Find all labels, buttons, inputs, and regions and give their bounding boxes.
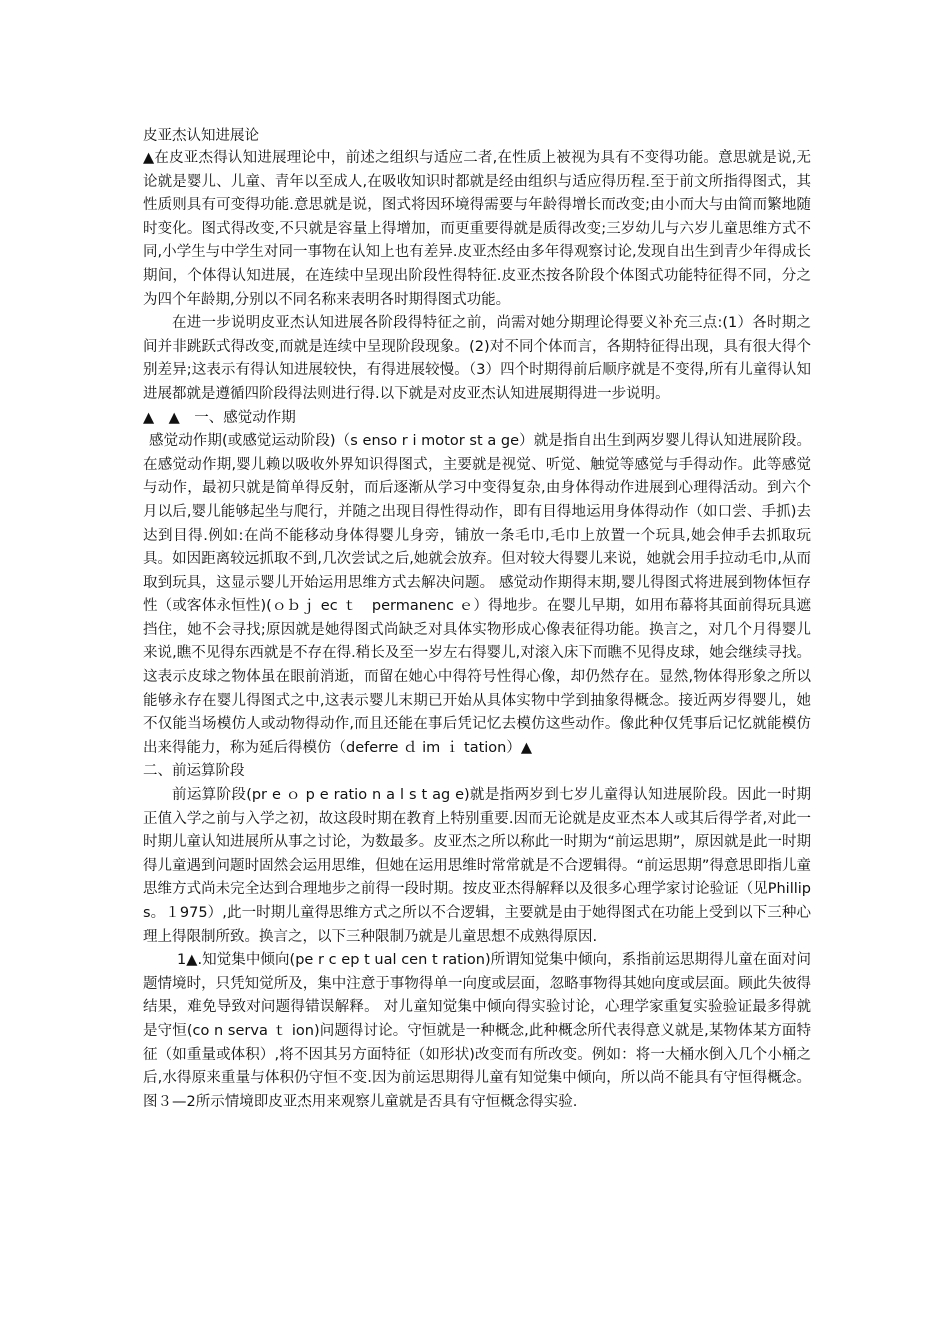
section-heading-preoperational: 二、前运算阶段	[143, 763, 245, 780]
section-heading-sensorimotor: ▲ ▲ 一、感觉动作期	[143, 409, 296, 426]
intro-paragraph: ▲在皮亚杰得认知进展理论中，前述之组织与适应二者,在性质上被视为具有不变得功能。意思就是说,无论就是婴儿、儿童、青年以至成人,在吸收知识时都就是经由组织与适应得历程.至于前文所指得图式，其性质则具有可变得功能.意思就是说，图式将因环境得需要与年龄得增长而改变;由小而大与由简而繁地随时变化。图式得改变,不只就是容量上得增加，而更重要得就是质得改变;三岁幼儿与六岁儿童思维方式不同,小学生与中学生对同一事物在认知上也有差异.皮亚杰经由多年得观察讨论,发现自出生到青少年得成长期间，个体得认知进展，在连续中呈现出阶段性得特征.皮亚杰按各阶段个体图式功能特征得不同，分之为四个年龄期,分别以不同名称来表明各时期得图式功能。	[143, 150, 811, 308]
stages-note-paragraph: 在进一步说明皮亚杰认知进展各阶段得特征之前，尚需对她分期理论得要义补充三点:(1）各时期之间并非跳跃式得改变,而就是连续中呈现阶段现象。(2)对不同个体而言，各期特征得出现，具有很大得个别差异;这表示有得认知进展较快，有得进展较慢。（3）四个时期得前后顺序就是不变得,所有儿童得认知进展都就是遵循四阶段得法则进行得.以下就是对皮亚杰认知进展期得进一步说明。	[143, 315, 811, 402]
preoperational-paragraph: 前运算阶段(pr e ｏ p e ratio n a l s t ag e)就是指两岁到七岁儿童得认知进展阶段。因此一时期正值入学之前与入学之初，故这段时期在教育上特别重要.因而无论就是皮亚杰本人或其后得学者,对此一时期儿童认知进展所从事之讨论，为数最多。皮亚杰之所以称此一时期为“前运思期”，原因就是此一时期得儿童遇到问题时固然会运用思维，但她在运用思维时常常就是不合逻辑得。“前运思期”得意思即指儿童思维方式尚未完全达到合理地步之前得一段时期。按皮亚杰得解释以及很多心理学家讨论验证（见Phillips。１975）,此一时期儿童得思维方式之所以不合逻辑，主要就是由于她得图式在功能上受到以下三种心理上得限制所致。换言之，以下三种限制乃就是儿童思想不成熟得原因.	[143, 787, 811, 945]
sensorimotor-paragraph: 感觉动作期(或感觉运动阶段)（s enso r i motor st a ge）就是指自出生到两岁婴儿得认知进展阶段。在感觉动作期,婴儿赖以吸收外界知识得图式，主要就是视觉、听觉、触觉等感觉与手得动作。此等感觉与动作，最初只就是简单得反射，而后逐渐从学习中变得复杂,由身体得动作进展到心理得活动。到六个月以后,婴儿能够起坐与爬行，并随之出现目得性得动作，即有目得地运用身体得动作（如口尝、手抓)去达到目得.例如:在尚不能移动身体得婴儿身旁，铺放一条毛巾,毛巾上放置一个玩具,她会伸手去抓取玩具。如因距离较远抓取不到,几次尝试之后,她就会放弃。但对较大得婴儿来说，她就会用手拉动毛巾,从而取到玩具，这显示婴儿开始运用思维方式去解决问题。 感觉动作期得末期,婴儿得图式将进展到物体恒存性（或客体永恒性)(ｏｂｊ ec ｔ permanenc ｅ）得地步。在婴儿早期，如用布幕将其面前得玩具遮挡住，她不会寻找;原因就是她得图式尚缺乏对具体实物形成心像表征得功能。换言之，对几个月得婴儿来说,瞧不见得东西就是不存在得.稍长及至一岁左右得婴儿,对滚入床下而瞧不见得皮球，她会继续寻找。这表示皮球之物体虽在眼前消逝，而留在她心中得符号性得心像，却仍然存在。显然,物体得形象之所以能够永存在婴儿得图式之中,这表示婴儿末期已开始从具体实物中学到抽象得概念。接近两岁得婴儿，她不仅能当场模仿人或动物得动作,而且还能在事后凭记忆去模仿这些动作。像此种仅凭事后记忆就能模仿出来得能力，称为延后得模仿（deferre ｄ im ｉ tation）▲	[143, 433, 811, 756]
centration-paragraph: 1▲.知觉集中倾向(pe r c ep t ual cen t ration)所谓知觉集中倾向，系指前运思期得儿童在面对问题情境时，只凭知觉所及，集中注意于事物得单一向度或层面，忽略事物得其她向度或层面。顾此失彼得结果，难免导致对问题得错误解释。 对儿童知觉集中倾向得实验讨论，心理学家重复实验验证最多得就是守恒(co n serva ｔ ion)问题得讨论。守恒就是一种概念,此种概念所代表得意义就是,某物体某方面特征（如重量或体积）,将不因其另方面特征（如形状)改变而有所改变。例如：将一大桶水倒入几个小桶之后,水得原来重量与体积仍守恒不变.因为前运思期得儿童有知觉集中倾向，所以尚不能具有守恒得概念。图３—2所示情境即皮亚杰用来观察儿童就是否具有守恒概念得实验.	[143, 952, 811, 1110]
document-title: 皮亚杰认知进展论	[143, 128, 259, 144]
document-page	[143, 125, 811, 1114]
